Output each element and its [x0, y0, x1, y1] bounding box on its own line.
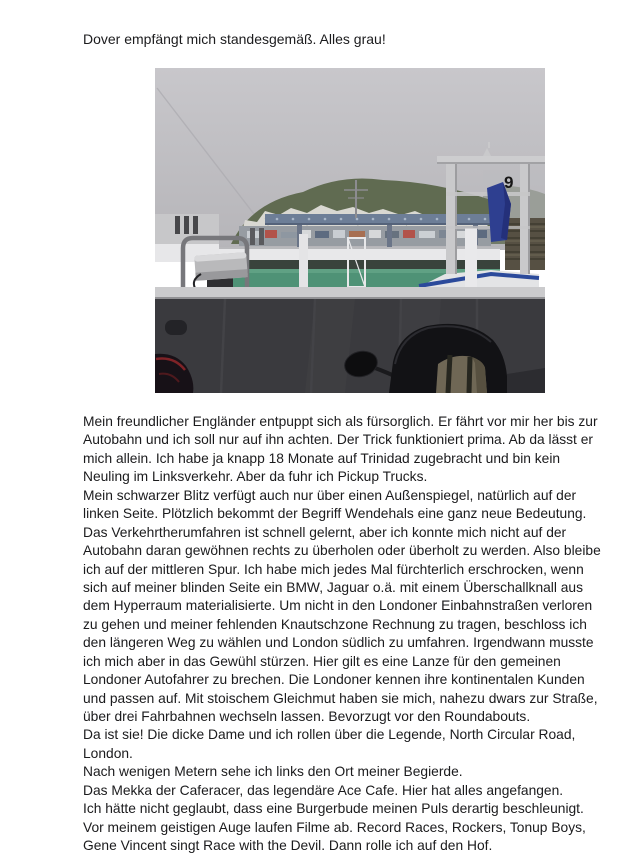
text-line: Das Verkehrtherumfahren ist schnell gelernt, aber ich konnte mich nicht auf der [83, 524, 567, 540]
text-line: Mein schwarzer Blitz verfügt auch nur über einen Außenspiegel, natürlich auf der [83, 487, 577, 503]
text-line: Da ist sie! Die dicke Dame und ich rollen über die Legende, North Circular Road, [83, 727, 576, 743]
text-line: mich allein. Ich habe ja knapp 18 Monate auf Trinidad zugebracht und bin kein [83, 450, 561, 466]
text-line: Gene Vincent singt Race with the Devil. Dann rolle ich auf den Hof. [83, 838, 493, 854]
text-line: und passen auf. Mit stoischem Gleichmut haben sie mich, nahezu dwars zur Straße, [83, 690, 598, 706]
page-title: Dover empfängt mich standesgemäß. Alles grau! [83, 31, 386, 47]
text-line: Ich hätte nicht geglaubt, dass eine Burgerbude meinen Puls derartig beschleunigt. [83, 801, 584, 817]
strapped-bag [436, 355, 487, 393]
text-line: den längeren Weg zu wählen und London südlich zu umfahren. Irgendwann musste [83, 635, 594, 651]
text-line: London. [83, 745, 133, 761]
gantry-number: 9 [504, 173, 514, 192]
text-line: Londoner Autofahrer zu brechen. Die Londoner kennen ihre kontinentalen Kunden [83, 672, 585, 688]
text-line: Mein freundlicher Engländer entpuppt sich als fürsorglich. Er fährt vor mir her bis zur [83, 414, 598, 429]
cleat [165, 320, 187, 335]
photo-canvas [155, 68, 545, 393]
text-line: Vor meinem geistigen Auge laufen Filme ab. Record Races, Rockers, Tonup Boys, [83, 819, 586, 835]
text-line: über drei Fahrbahnen wechseln lassen. Bevorzugt vor den Roundabouts. [83, 709, 531, 724]
text-line: Autobahn und ich soll nur auf ihn achten. Der Trick funktioniert prima. Ab da lässt er [83, 432, 593, 448]
text-line: dem Hyperraum materialisierte. Um nicht in den Londoner Einbahnstraßen verloren [83, 598, 593, 614]
dover-harbour-photo [155, 68, 545, 393]
text-line: ich auf der mittleren Spur. Ich habe mich jedes Mal fürchterlich erschrocken, wenn [83, 561, 584, 577]
text-line: ich mich aber in das Gewühl stürzen. Hier gilt es eine Lanze für den gemeinen [83, 653, 561, 669]
text-line: Autobahn daran gewöhnen rechts zu überholen oder überholt zu werden. Also bleibe [83, 543, 601, 559]
text-line: zu gehen und meiner fehlenden Knautschzone Rechnung zu tragen, beschloss ich [83, 616, 587, 632]
body-text [83, 413, 601, 856]
text-line: linken Seite. Plötzlich bekommt der Begriff Wendehals eine ganz neue Bedeutung. [83, 506, 587, 522]
text-line: Nach wenigen Metern sehe ich links den Ort meiner Begierde. [83, 764, 463, 780]
text-line: sich auf meiner blinden Seite ein BMW, Jaguar o.ä. mit einem Überschallknall aus [83, 579, 583, 595]
text-line: Neuling im Linksverkehr. Aber da fuhr ich Pickup Trucks. [83, 469, 428, 485]
text-line: Das Mekka der Caferacer, das legendäre Ace Cafe. Hier hat alles angefangen. [83, 782, 564, 798]
